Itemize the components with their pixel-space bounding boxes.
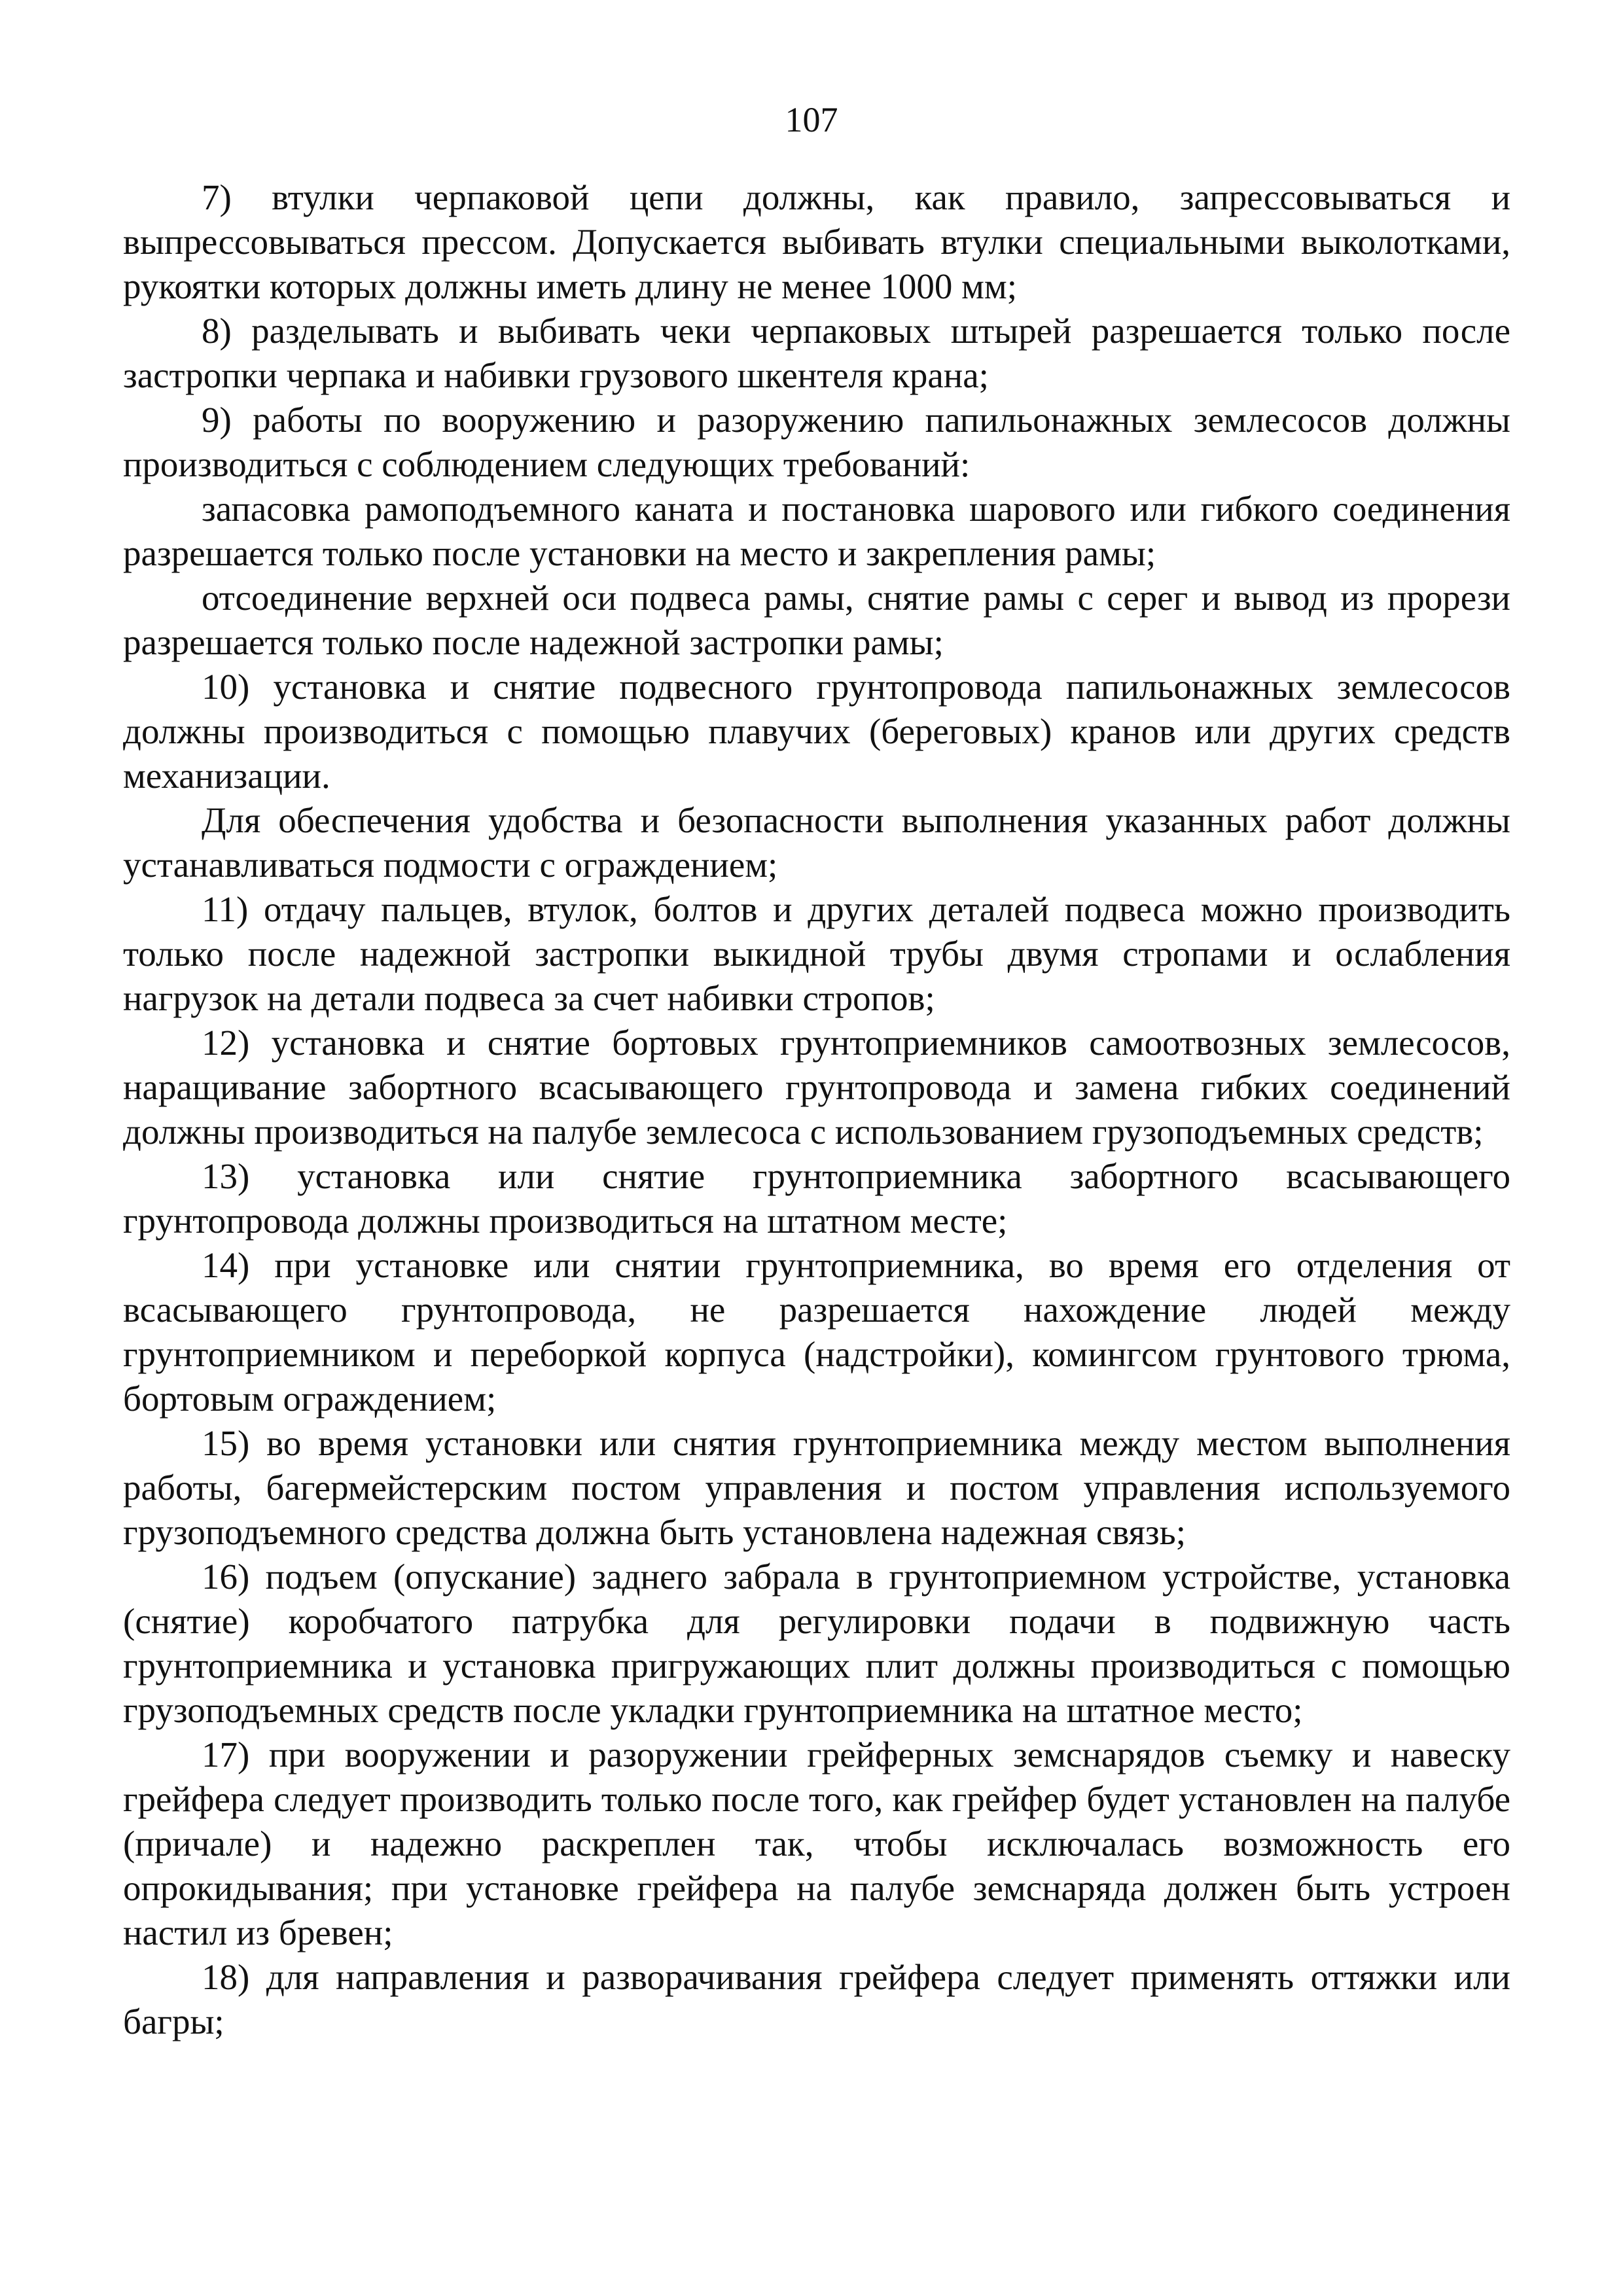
- paragraph-item-9: 9) работы по вооружению и разоружению папильонажных землесосов должны производиться с соблюдением следующих требований:: [123, 400, 1510, 484]
- paragraph-item-13: 13) установка или снятие грунтоприемника забортного всасывающего грунтопровода должны производиться на штатном месте;: [123, 1156, 1510, 1241]
- paragraph-item-14: 14) при установке или снятии грунтоприемника, во время его отделения от всасывающего грунтопровода, не разрешается нахождение людей между грунтоприемником и переборкой корпуса (надстройки), комингсом грунтового трюма, бортовым ограждением;: [123, 1245, 1510, 1419]
- paragraph-item-12: 12) установка и снятие бортовых грунтоприемников самоотвозных землесосов, наращивание забортного всасывающего грунтопровода и замена гибких соединений должны производиться на палубе землесоса с использованием грузоподъемных средств;: [123, 1023, 1510, 1152]
- paragraph-item-10: 10) установка и снятие подвесного грунтопровода папильонажных землесосов должны производиться с помощью плавучих (береговых) кранов или других средств механизации.: [123, 667, 1510, 796]
- paragraph-item-7: 7) втулки черпаковой цепи должны, как правило, запрессовываться и выпрессовываться прессом. Допускается выбивать втулки специальными выколотками, рукоятки которых должны иметь длину не менее 1000 мм;: [123, 177, 1510, 306]
- paragraph-requirement-2: отсоединение верхней оси подвеса рамы, снятие рамы с серег и вывод из прорези разрешается только после надежной застропки рамы;: [123, 578, 1510, 662]
- paragraph-scaffold-note: Для обеспечения удобства и безопасности выполнения указанных работ должны устанавливаться подмости с ограждением;: [123, 800, 1510, 885]
- paragraph-item-17: 17) при вооружении и разоружении грейферных земснарядов съемку и навеску грейфера следует производить только после того, как грейфер будет установлен на палубе (причале) и надежно раскреплен так, чтобы исключалась возможность его опрокидывания; при установке грейфера на палубе земснаряда должен быть устроен настил из бревен;: [123, 1735, 1510, 1952]
- paragraph-item-16: 16) подъем (опускание) заднего забрала в грунтоприемном устройстве, установка (снятие) коробчатого патрубка для регулировки подачи в подвижную часть грунтоприемника и установка пригружающих плит должны производиться с помощью грузоподъемных средств после укладки грунтоприемника на штатное место;: [123, 1557, 1510, 1730]
- paragraph-item-18: 18) для направления и разворачивания грейфера следует применять оттяжки или багры;: [123, 1957, 1510, 2041]
- document-body: [123, 175, 1510, 2044]
- paragraph-item-11: 11) отдачу пальцев, втулок, болтов и других деталей подвеса можно производить только после надежной застропки выкидной трубы двумя стропами и ослабления нагрузок на детали подвеса за счет набивки стропов;: [123, 889, 1510, 1018]
- paragraph-requirement-1: запасовка рамоподъемного каната и постановка шарового или гибкого соединения разрешается только после установки на место и закрепления рамы;: [123, 489, 1510, 573]
- paragraph-item-8: 8) разделывать и выбивать чеки черпаковых штырей разрешается только после застропки черпака и набивки грузового шкентеля крана;: [123, 311, 1510, 395]
- page-number: 107: [785, 100, 838, 139]
- paragraph-item-15: 15) во время установки или снятия грунтоприемника между местом выполнения работы, багермейстерским постом управления и постом управления используемого грузоподъемного средства должна быть установлена надежная связь;: [123, 1423, 1510, 1552]
